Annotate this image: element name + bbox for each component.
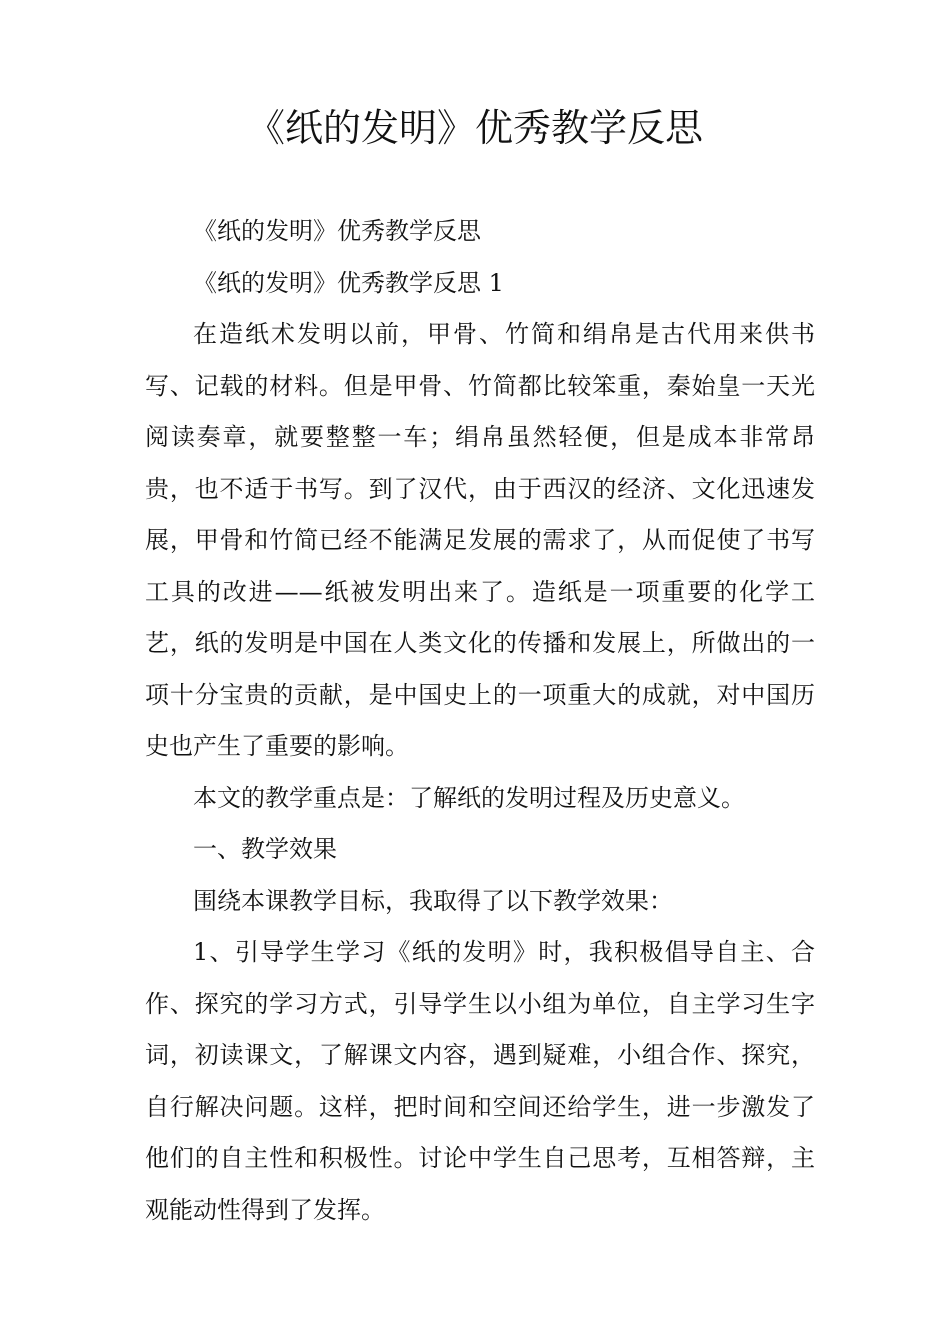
document-body xyxy=(145,206,815,1236)
paragraph-section-title: 《纸的发明》优秀教学反思 1 xyxy=(193,268,504,297)
paragraph-heading-repeat: 《纸的发明》优秀教学反思 xyxy=(193,217,481,245)
document-title: 《纸的发明》优秀教学反思 xyxy=(246,106,703,150)
paragraph-effect-intro: 围绕本课教学目标，我取得了以下教学效果： xyxy=(193,886,673,915)
paragraph-section-heading: 一、教学效果 xyxy=(193,835,337,863)
paragraph-effect-1: 1、引导学生学习《纸的发明》时，我积极倡导自主、合作、探究的学习方式，引导学生以小组为单位，自主学习生字词，初读课文，了解课文内容，遇到疑难，小组合作、探究，自行解决问题。这样，把时间和空间还给学生，进一步激发了他们的自主性和积极性。讨论中学生自己思考，互相答辩，主观能动性得到了发挥。 xyxy=(145,938,815,1224)
paragraph-background: 在造纸术发明以前，甲骨、竹简和绢帛是古代用来供书写、记载的材料。但是甲骨、竹简都比较笨重，秦始皇一天光阅读奏章，就要整整一车；绢帛虽然轻便，但是成本非常昂贵，也不适于书写。到了汉代，由于西汉的经济、文化迅速发展，甲骨和竹简已经不能满足发展的需求了，从而促使了书写工具的改进——纸被发明出来了。造纸是一项重要的化学工艺，纸的发明是中国在人类文化的传播和发展上，所做出的一项十分宝贵的贡献，是中国史上的一项重大的成就，对中国历史也产生了重要的影响。 xyxy=(145,320,815,760)
paragraph-teaching-focus: 本文的教学重点是：了解纸的发明过程及历史意义。 xyxy=(193,783,745,812)
